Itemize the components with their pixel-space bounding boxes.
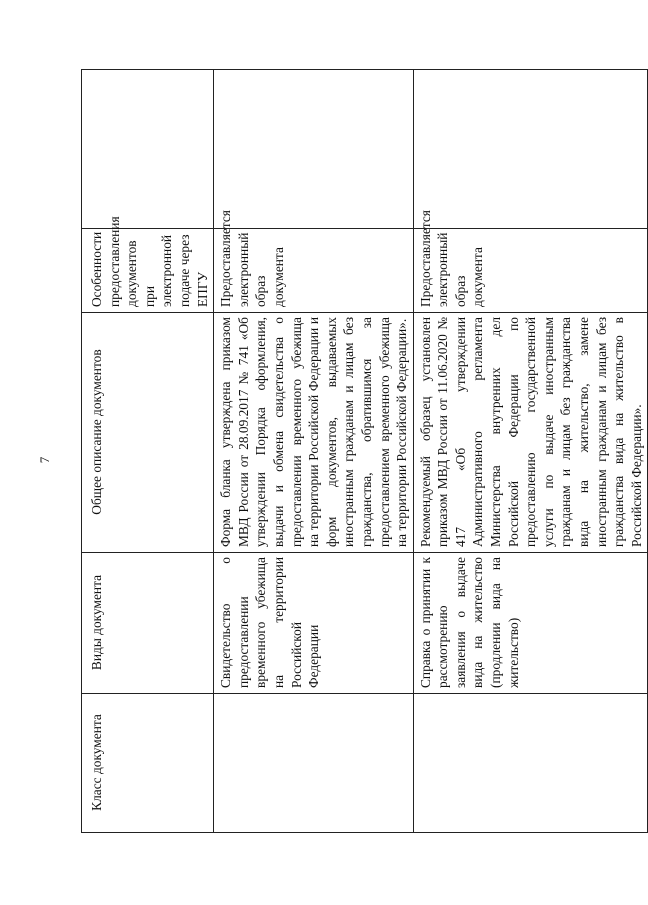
table-row [214, 70, 414, 833]
cell-type: Справка о принятии к рассмотрению заявления о выдаче вида на жительство (продлении вида на жительство) [413, 553, 648, 694]
cell-empty [214, 70, 414, 229]
header-empty [82, 70, 214, 229]
table-header-row [82, 70, 214, 833]
rotated-table-container [81, 70, 644, 833]
cell-empty [413, 70, 648, 229]
cell-description: Рекомендуемый образец установлен приказом МВД России от 11.06.2020 № 417 «Об утверждении Административного регламента Министерства внутренних дел Российской Федерации по предоставлению государственной услуги по выдаче иностранным гражданам и лицам без гражданства вида на жительство, замене иностранным гражданам и лицам без гражданства вида на жительство в Российской Федерации». [413, 313, 648, 553]
cell-type: Свидетельство о предоставлении временного убежища на территории Российской Федерации [214, 553, 414, 694]
header-document-types: Виды документа [82, 553, 214, 694]
cell-feature: Предоставляется электронный образ документа [214, 229, 414, 313]
cell-class [413, 694, 648, 833]
header-submission-features: Особенности предоставления документов при электронной подаче через ЕПГУ [82, 229, 214, 313]
documents-table [81, 69, 648, 833]
cell-description: Форма бланка утверждена приказом МВД России от 28.09.2017 № 741 «Об утверждении Порядка оформления, выдачи и обмена свидетельства о предоставлении временного убежища на территории Российской Федерации и форм документов, выдаваемых иностранным гражданам и лицам без гражданства, обратившимся за предоставлением временного убежища на территории Российской Федерации». [214, 313, 414, 553]
cell-feature: Предоставляется электронный образ документа [413, 229, 648, 313]
header-document-class: Класс документа [82, 694, 214, 833]
header-general-description: Общее описание документов [82, 313, 214, 553]
cell-class [214, 694, 414, 833]
page-number: 7 [37, 456, 52, 464]
table-row [413, 70, 648, 833]
